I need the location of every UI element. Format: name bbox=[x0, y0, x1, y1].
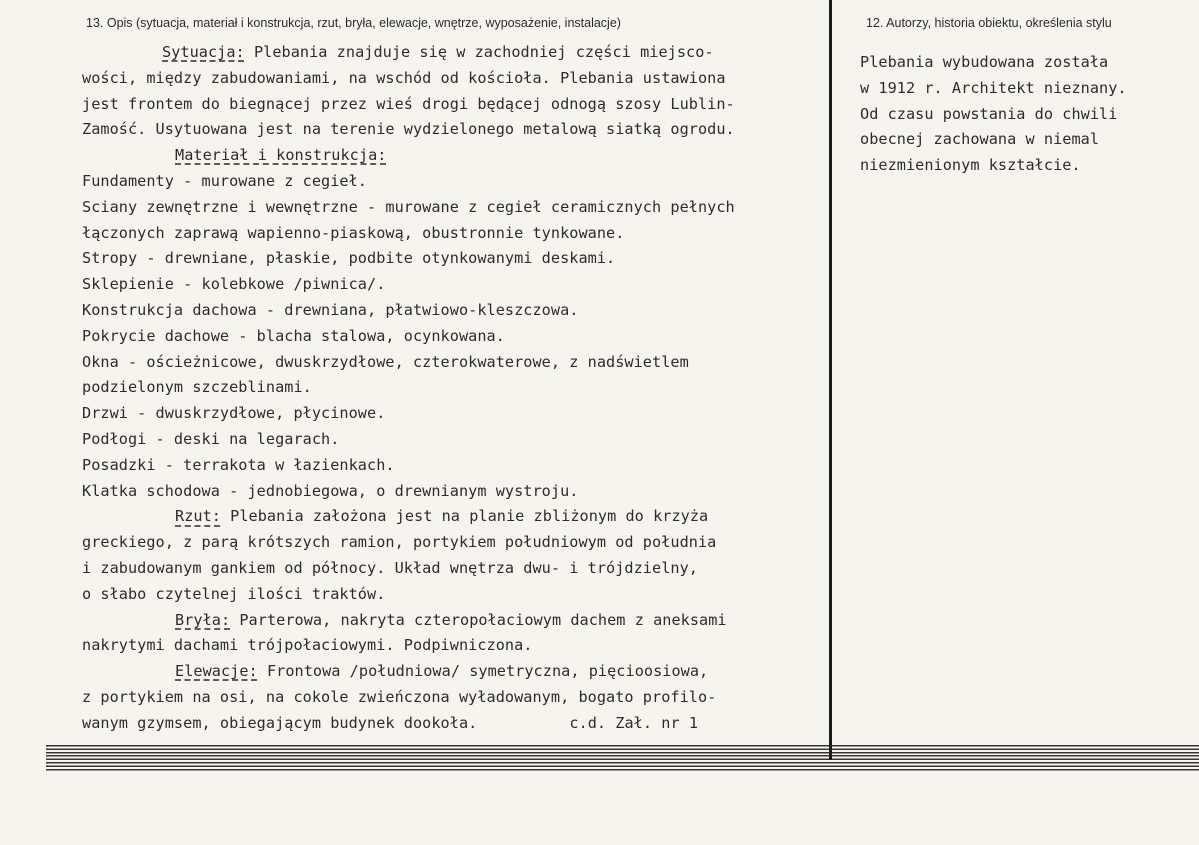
text-line: wanym gzymsem, obiegającym budynek dookoła. c.d. Zał. nr 1 bbox=[82, 713, 699, 732]
text-line: jest frontem do biegnącej przez wieś drogi będącej odnogą szosy Lublin- bbox=[82, 94, 735, 113]
text-line: Sciany zewnętrzne i wewnętrzne - murowane z cegieł ceramicznych pełnych bbox=[82, 197, 735, 216]
section-title-rzut: Rzut: bbox=[175, 507, 221, 526]
text-line: nakrytymi dachami trójpołaciowymi. Podpiwniczona. bbox=[82, 636, 533, 655]
text-line: obecnej zachowana w niemal bbox=[860, 130, 1100, 149]
text-line bbox=[82, 143, 827, 169]
section-title-bryla: Bryła: bbox=[175, 610, 231, 629]
text-line: Zamość. Usytuowana jest na terenie wydzielonego metalową siatką ogrodu. bbox=[82, 120, 735, 139]
text-line: Stropy - drewniane, płaskie, podbite otynkowanymi deskami. bbox=[82, 249, 616, 268]
description-column bbox=[82, 40, 827, 737]
continuation-note: c.d. Zał. nr 1 bbox=[569, 713, 699, 732]
text-line: Elewacje: Frontowa /południowa/ symetryczna, pięcioosiowa, bbox=[175, 662, 709, 681]
text-line: greckiego, z parą krótszych ramion, portykiem południowym od południa bbox=[82, 533, 717, 552]
text-line: Podłogi - deski na legarach. bbox=[82, 429, 340, 448]
text-line: Konstrukcja dachowa - drewniana, płatwiowo-kleszczowa. bbox=[82, 300, 579, 319]
wavy-line-pattern bbox=[46, 745, 1199, 771]
section-title-elewacje: Elewacje: bbox=[175, 662, 258, 681]
text-line: Sklepienie - kolebkowe /piwnica/. bbox=[82, 275, 386, 294]
section-12-header: 12. Autorzy, historia obiektu, określenia stylu bbox=[866, 16, 1112, 30]
section-title-material: Materiał i konstrukcja: bbox=[175, 146, 387, 165]
text-line: o słabo czytelnej ilości traktów. bbox=[82, 584, 386, 603]
text-line: Rzut: Plebania założona jest na planie zbliżonym do krzyża bbox=[175, 507, 709, 526]
text-line: Fundamenty - murowane z cegieł. bbox=[82, 171, 368, 190]
section-title-sytuacja: Sytuacja: bbox=[162, 43, 245, 61]
text-line: w 1912 r. Architekt nieznany. bbox=[860, 78, 1127, 97]
text-line: niezmienionym kształcie. bbox=[860, 156, 1081, 175]
text-line: Klatka schodowa - jednobiegowa, o drewnianym wystroju. bbox=[82, 481, 579, 500]
column-divider bbox=[829, 0, 832, 760]
text-line: wości, między zabudowaniami, na wschód od kościoła. Plebania ustawiona bbox=[82, 68, 726, 87]
text-line: podzielonym szczeblinami. bbox=[82, 378, 312, 397]
text-line: Drzwi - dwuskrzydłowe, płycinowe. bbox=[82, 404, 386, 423]
text-line: Pokrycie dachowe - blacha stalowa, ocynkowana. bbox=[82, 326, 505, 345]
text-line: i zabudowanym gankiem od północy. Układ wnętrza dwu- i trójdzielny, bbox=[82, 558, 698, 577]
text-line: Okna - ościeżnicowe, dwuskrzydłowe, czterokwaterowe, z nadświetlem bbox=[82, 352, 689, 371]
text-line: Bryła: Parterowa, nakryta czteropołaciowym dachem z aneksami bbox=[175, 610, 727, 629]
text-line: łączonych zaprawą wapienno-piaskową, obustronnie tynkowane. bbox=[82, 223, 625, 242]
text-line: Od czasu powstania do chwili bbox=[860, 104, 1118, 123]
text-line: Plebania wybudowana została bbox=[860, 53, 1109, 71]
text-line: Posadzki - terrakota w łazienkach. bbox=[82, 455, 395, 474]
text-line: Sytuacja: Plebania znajduje się w zachodniej części miejsco- bbox=[162, 43, 714, 61]
form-bottom-band bbox=[46, 745, 1199, 771]
text-line: z portykiem na osi, na cokole zwieńczona wyładowanym, bogato profilo- bbox=[82, 687, 717, 706]
section-13-header: 13. Opis (sytuacja, materiał i konstrukcja, rzut, bryła, elewacje, wnętrze, wyposażenie, instalacje) bbox=[86, 16, 621, 30]
history-column bbox=[860, 50, 1190, 179]
